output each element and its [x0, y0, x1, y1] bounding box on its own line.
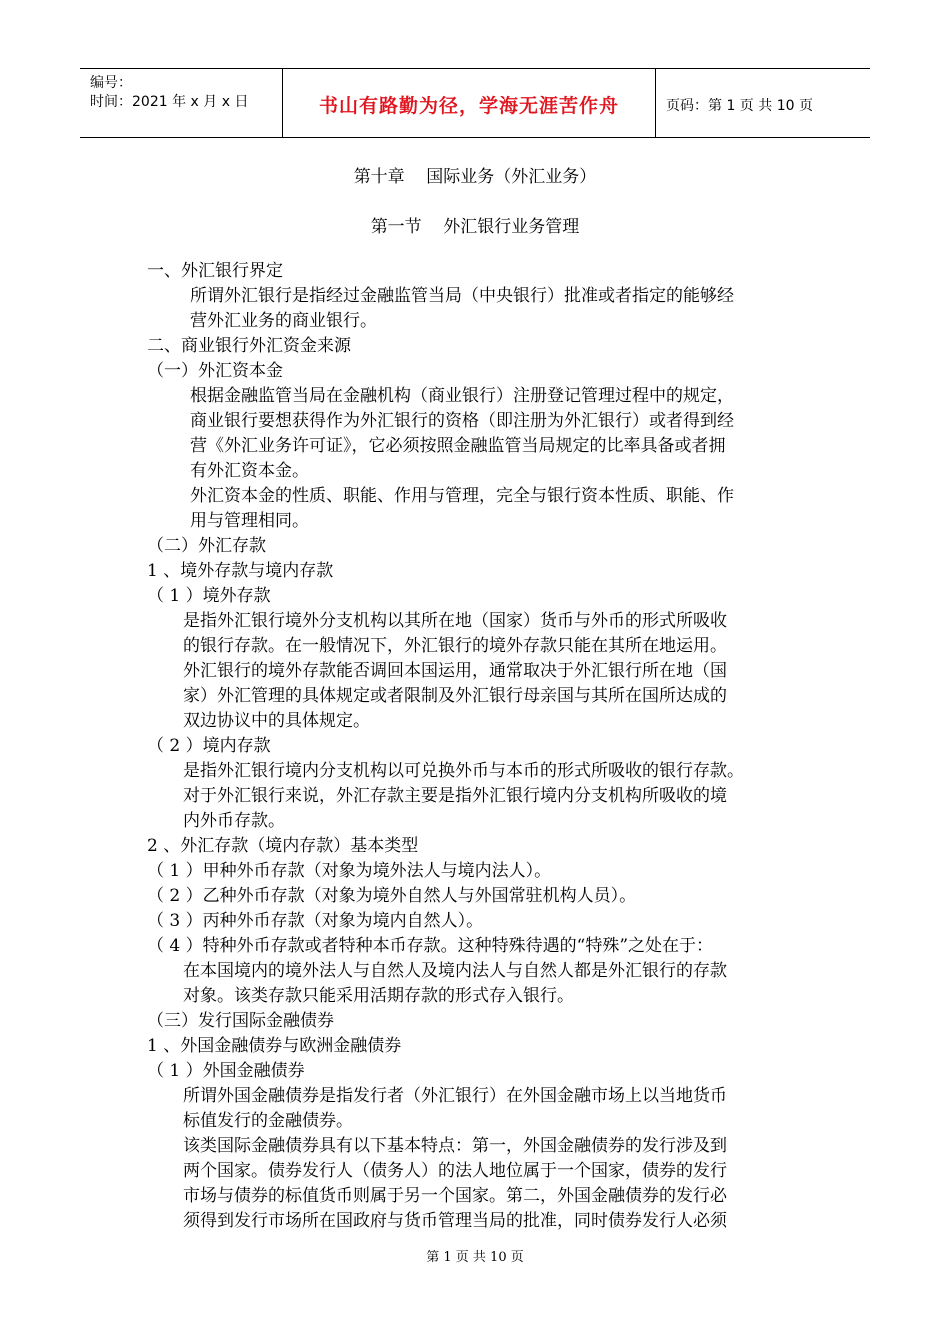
text-line: （一）外汇资本金	[147, 361, 283, 381]
text-line: （ 4 ）特种外币存款或者特种本币存款。这种特殊待遇的“特殊”之处在于：	[147, 936, 714, 956]
motto-text: 书山有路勤为径，学海无涯苦作舟	[318, 95, 619, 117]
page-footer: 第 1 页 共 10 页	[426, 1250, 524, 1265]
text-line: 二、商业银行外汇资金来源	[147, 336, 351, 356]
text-line: 外汇银行的境外存款能否调回本国运用，通常取决于外汇银行所在地（国	[183, 661, 727, 681]
text-line: （三）发行国际金融债券	[147, 1011, 334, 1031]
text-line: 须得到发行市场所在国政府与货币管理当局的批准，同时债券发行人必须	[183, 1211, 727, 1231]
text-line: （ 1 ）甲种外币存款（对象为境外法人与境内法人）。	[147, 861, 552, 881]
text-line: 内外币存款。	[183, 811, 285, 831]
text-line: 有外汇资本金。	[190, 461, 309, 481]
text-line: （ 3 ）丙种外币存款（对象为境内自然人）。	[147, 911, 484, 931]
text-line: 对象。该类存款只能采用活期存款的形式存入银行。	[183, 986, 574, 1006]
text-line: 商业银行要想获得作为外汇银行的资格（即注册为外汇银行）或者得到经	[190, 411, 734, 431]
text-line: 家）外汇管理的具体规定或者限制及外汇银行母亲国与其所在国所达成的	[183, 686, 727, 706]
text-line: （ 2 ）境内存款	[147, 736, 271, 756]
text-line: 根据金融监管当局在金融机构（商业银行）注册登记管理过程中的规定，	[190, 386, 734, 406]
header-page-cell	[656, 69, 870, 137]
text-line: 用与管理相同。	[190, 511, 309, 531]
header-motto-cell	[282, 69, 656, 137]
header-left-cell	[80, 69, 282, 137]
text-line: 该类国际金融债券具有以下基本特点：第一，外国金融债券的发行涉及到	[183, 1136, 727, 1156]
text-line: 一、外汇银行界定	[147, 261, 283, 281]
page-info: 页码：第 1 页 共 10 页	[666, 98, 813, 114]
text-line: 标值发行的金融债券。	[183, 1111, 353, 1131]
text-line: 是指外汇银行境外分支机构以其所在地（国家）货币与外币的形式所吸收	[183, 611, 727, 631]
text-line: 营《外汇业务许可证》，它必须按照金融监管当局规定的比率具备或者拥	[190, 436, 726, 456]
text-line: 所谓外汇银行是指经过金融监管当局（中央银行）批准或者指定的能够经	[190, 286, 734, 306]
text-line: 在本国境内的境外法人与自然人及境内法人与自然人都是外汇银行的存款	[183, 961, 727, 981]
text-line: 两个国家。债券发行人（债务人）的法人地位属于一个国家，债券的发行	[183, 1161, 727, 1181]
text-line: 是指外汇银行境内分支机构以可兑换外币与本币的形式所吸收的银行存款。	[183, 761, 744, 781]
text-line: 1 、外国金融债券与欧洲金融债券	[147, 1036, 402, 1056]
text-line: 外汇资本金的性质、职能、作用与管理，完全与银行资本性质、职能、作	[190, 486, 734, 506]
text-line: （ 1 ）境外存款	[147, 586, 271, 606]
text-line: 对于外汇银行来说，外汇存款主要是指外汇银行境内分支机构所吸收的境	[183, 786, 727, 806]
section-title: 第一节 外汇银行业务管理	[370, 217, 580, 237]
text-line: （ 2 ）乙种外币存款（对象为境外自然人与外国常驻机构人员）。	[147, 886, 637, 906]
text-line: 双边协议中的具体规定。	[183, 711, 370, 731]
text-line: （ 1 ）外国金融债券	[147, 1061, 305, 1081]
chapter-title: 第十章 国际业务（外汇业务）	[353, 167, 597, 187]
text-line: （二）外汇存款	[147, 536, 266, 556]
text-line: 市场与债券的标值货币则属于另一个国家。第二，外国金融债券的发行必	[183, 1186, 727, 1206]
text-line: 所谓外国金融债券是指发行者（外汇银行）在外国金融市场上以当地货币	[183, 1086, 727, 1106]
number-label: 编号：	[90, 75, 132, 91]
date-label: 时间：2021 年 x 月 x 日	[90, 94, 249, 110]
text-line: 1 、境外存款与境内存款	[147, 561, 334, 581]
text-line: 的银行存款。在一般情况下，外汇银行的境外存款只能在其所在地运用。	[183, 636, 727, 656]
document-header	[80, 68, 870, 138]
text-line: 2 、外汇存款（境内存款）基本类型	[147, 836, 419, 856]
text-line: 营外汇业务的商业银行。	[190, 311, 377, 331]
